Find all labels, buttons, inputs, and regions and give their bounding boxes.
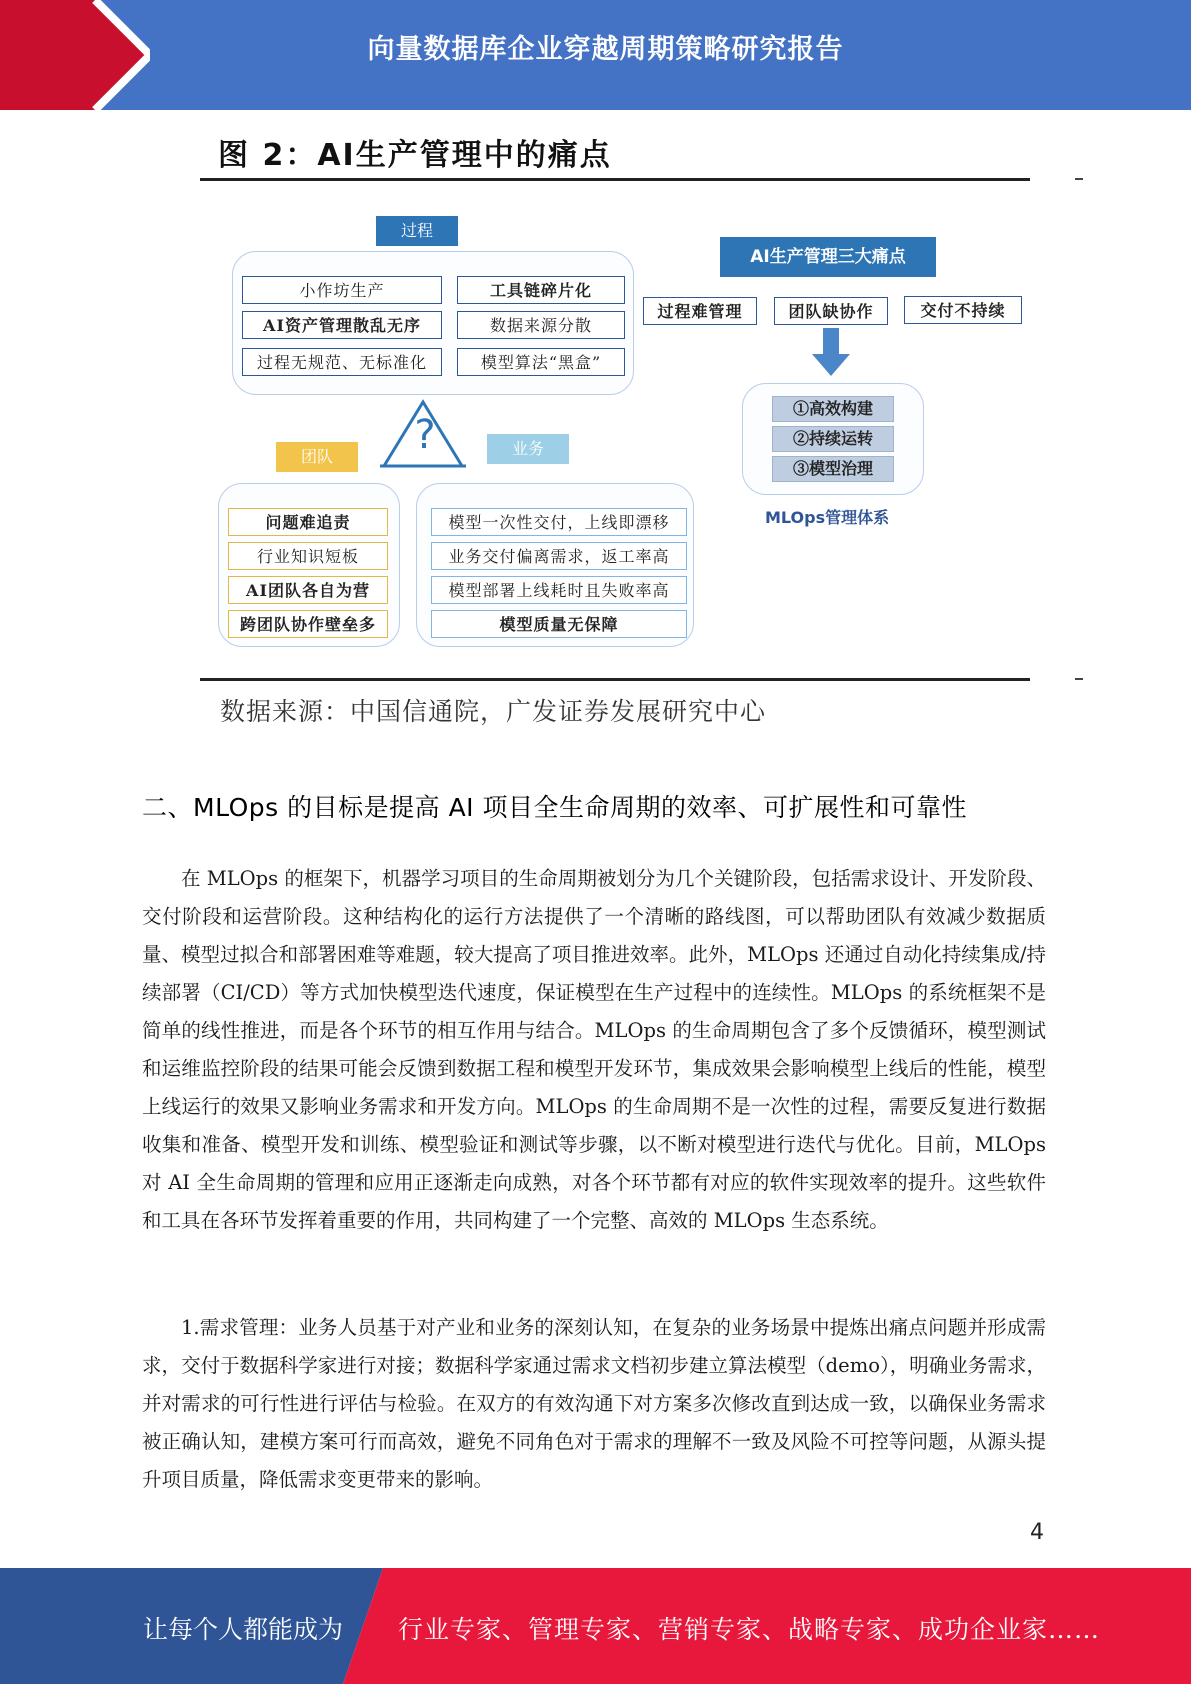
pain-point-item: 过程难管理 bbox=[643, 297, 757, 325]
margin-tick bbox=[1075, 678, 1083, 680]
team-item: 跨团队协作壁垒多 bbox=[228, 610, 388, 638]
body-paragraph: 1.需求管理：业务人员基于对产业和业务的深刻认知，在复杂的业务场景中提炼出痛点问题并形成需求，交付于数据科学家进行对接；数据科学家通过需求文档初步建立算法模型（demo），明确业务需求，并对需求的可行性进行评估与检验。在双方的有效沟通下对方案多次修改直到达成一致，以确保业务需求被正确认知，建模方案可行而高效，避免不同角色对于需求的理解不一致及风险不可控等问题，从源头提升项目质量，降低需求变更带来的影响。 bbox=[142, 1316, 1046, 1491]
report-title: 向量数据库企业穿越周期策略研究报告 bbox=[367, 34, 844, 65]
team-item: 问题难追责 bbox=[228, 508, 388, 536]
process-item: 过程无规范、无标准化 bbox=[242, 348, 442, 376]
mlops-system-label: MLOps管理体系 bbox=[765, 508, 890, 527]
pain-point-item: 交付不持续 bbox=[904, 296, 1022, 324]
business-item: 模型一次性交付，上线即漂移 bbox=[431, 508, 687, 536]
process-tag: 过程 bbox=[376, 216, 458, 246]
section-heading: 二、MLOps 的目标是提高 AI 项目全生命周期的效率、可扩展性和可靠性 bbox=[142, 793, 967, 822]
page-header bbox=[0, 0, 1191, 110]
figure-source: 数据来源：中国信通院，广发证券发展研究中心 bbox=[220, 697, 767, 726]
team-item: 行业知识短板 bbox=[228, 542, 388, 570]
body-paragraph: 在 MLOps 的框架下，机器学习项目的生命周期被划分为几个关键阶段，包括需求设计、开发阶段、交付阶段和运营阶段。这种结构化的运行方法提供了一个清晰的路线图，可以帮助团队有效减少数据质量、模型过拟合和部署困难等难题，较大提高了项目推进效率。此外，MLOps 还通过自动化持续集成/持续部署（CI/CD）等方式加快模型迭代速度，保证模型在生产过程中的连续性。MLOps 的系统框架不是简单的线性推进，而是各个环节的相互作用与结合。MLOps 的生命周期包含了多个反馈循环，模型测试和运维监控阶段的结果可能会反馈到数据工程和模型开发环节，集成效果会影响模型上线后的性能，模型上线运行的效果又影响业务需求和开发方向。MLOps 的生命周期不是一次性的过程，需要反复进行数据收集和准备、模型开发和训练、模型验证和测试等步骤，以不断对模型进行迭代与优化。目前，MLOps 对 AI 全生命周期的管理和应用正逐渐走向成熟，对各个环节都有对应的软件实现效率的提升。这些软件和工具在各环节发挥着重要的作用，共同构建了一个完整、高效的 MLOps 生态系统。 bbox=[142, 867, 1046, 1232]
pain-point-item: 团队缺协作 bbox=[774, 297, 888, 325]
process-item: AI资产管理散乱无序 bbox=[242, 311, 442, 339]
business-item: 模型部署上线耗时且失败率高 bbox=[431, 576, 687, 604]
margin-tick bbox=[1075, 178, 1083, 180]
solution-item: ②持续运转 bbox=[772, 426, 894, 452]
solution-item: ①高效构建 bbox=[772, 396, 894, 422]
figure-top-rule bbox=[200, 178, 1030, 181]
process-item: 工具链碎片化 bbox=[457, 276, 625, 304]
business-tag: 业务 bbox=[487, 434, 569, 464]
team-tag: 团队 bbox=[276, 442, 358, 472]
process-item: 模型算法“黑盒” bbox=[457, 348, 625, 376]
figure-title: 图 2：AI生产管理中的痛点 bbox=[218, 138, 612, 173]
business-item: 模型质量无保障 bbox=[431, 610, 687, 638]
process-item: 小作坊生产 bbox=[242, 276, 442, 304]
footer-slogan-left: 让每个人都能成为 bbox=[143, 1615, 344, 1644]
process-item: 数据来源分散 bbox=[457, 311, 625, 339]
footer-slogan-right: 行业专家、管理专家、营销专家、战略专家、成功企业家…… bbox=[398, 1615, 1101, 1644]
arrow-down-icon bbox=[812, 328, 850, 376]
figure-bottom-rule bbox=[200, 678, 1030, 681]
page-number: 4 bbox=[1030, 1520, 1044, 1545]
solution-item: ③模型治理 bbox=[772, 456, 894, 482]
business-item: 业务交付偏离需求，返工率高 bbox=[431, 542, 687, 570]
team-item: AI团队各自为营 bbox=[228, 576, 388, 604]
pain-points-title: AI生产管理三大痛点 bbox=[720, 237, 936, 277]
question-mark: ? bbox=[414, 412, 436, 458]
